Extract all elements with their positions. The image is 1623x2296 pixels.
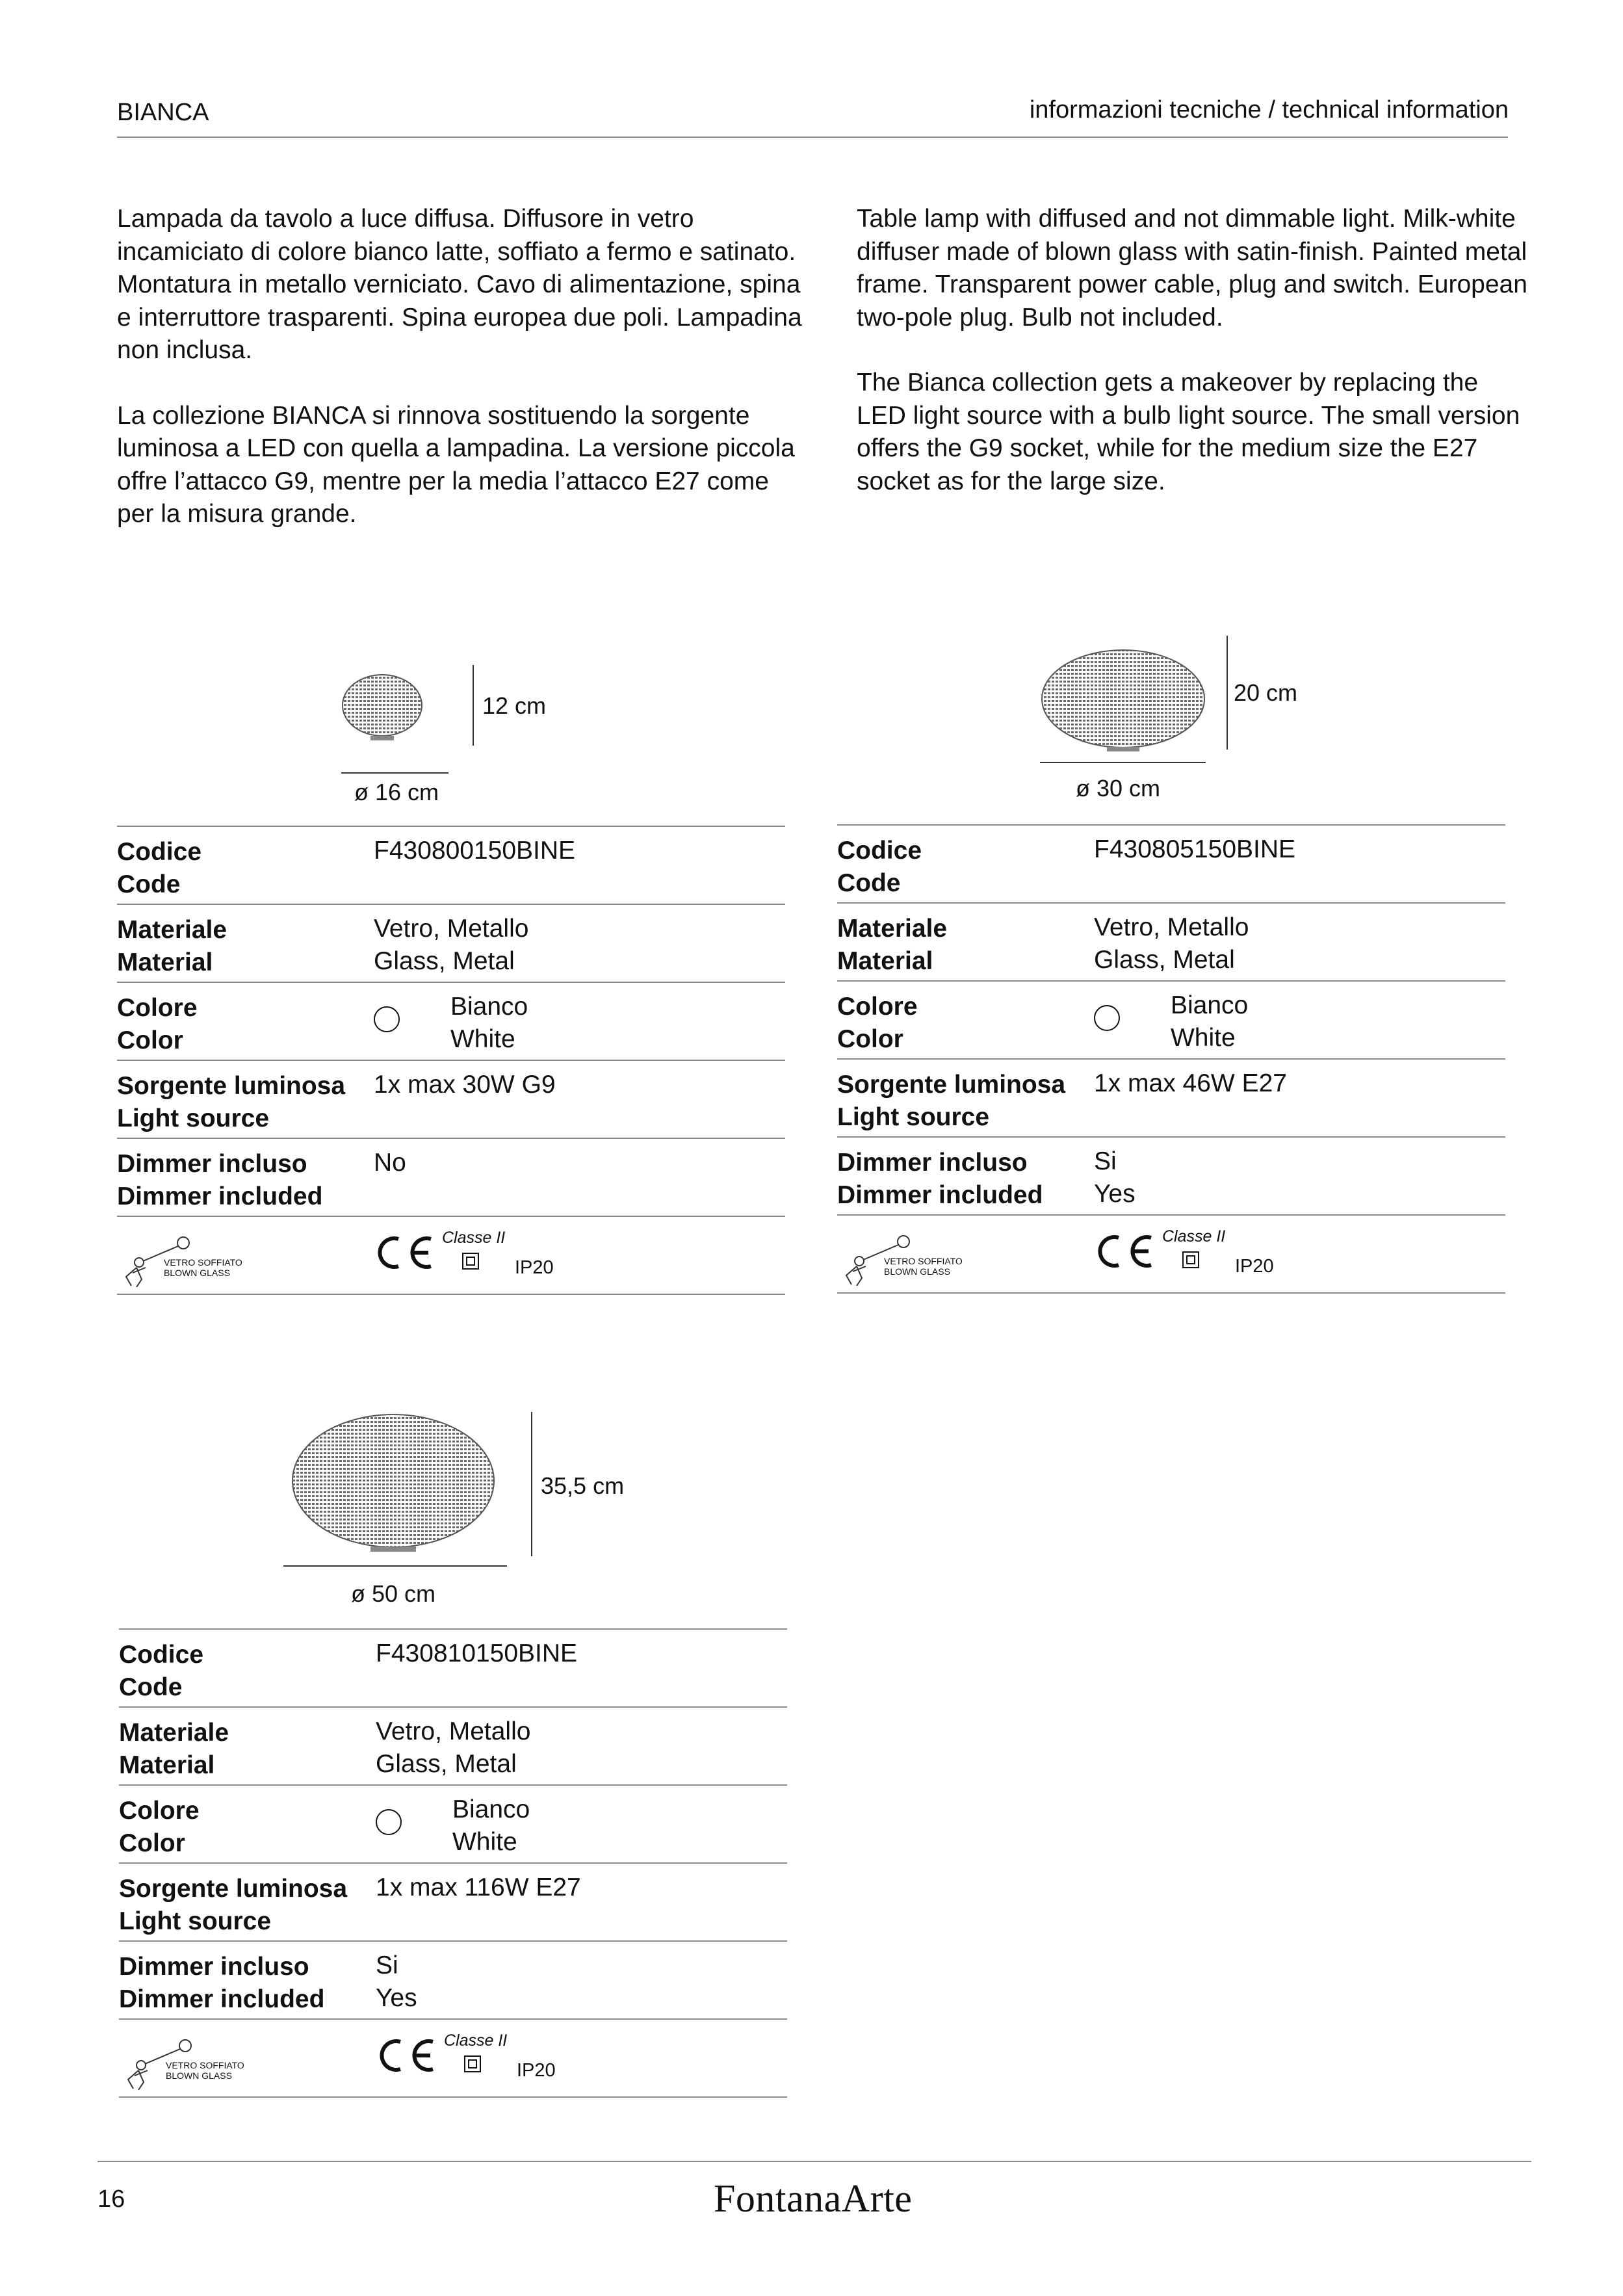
lamp-small-diameter: ø 16 cm [354,779,439,805]
page-number: 16 [97,2185,125,2213]
spec-label: Sorgente luminosa Light source [117,1072,346,1132]
class-ii-icon [461,1252,480,1270]
spec-table-large [119,1628,787,2098]
blown-glass-label: VETRO SOFFIATO BLOWN GLASS [166,2060,244,2081]
lamp-small-base [370,736,394,740]
spec-value-code: F430805150BINE [1094,835,1296,863]
color-swatch [1094,1005,1120,1031]
spec-row-code [837,824,1505,902]
class-label: Classe II [442,1229,506,1247]
spec-value-color: Bianco White [452,1795,530,1856]
spec-row-source [119,1862,787,1940]
spec-value-material: Vetro, Metallo Glass, Metal [1094,913,1249,974]
ce-mark-icon [374,2034,439,2076]
ce-mark-icon [1093,1230,1158,1272]
lamp-medium-base [1107,747,1139,751]
spec-label: Dimmer incluso Dimmer included [837,1149,1043,1209]
brand-logo: FontanaArte [714,2177,913,2220]
spec-label: Colore Color [117,994,198,1054]
lamp-large-height: 35,5 cm [541,1472,625,1499]
spec-value-dimmer: Si Yes [1094,1147,1136,1208]
spec-value-color: Bianco White [1171,991,1249,1052]
header-rule [117,137,1508,138]
class-label: Classe II [1162,1227,1226,1246]
ip-rating: IP20 [515,1257,554,1278]
spec-row-dimmer [837,1136,1505,1214]
spec-row-color [119,1784,787,1862]
class-ii-icon [463,2055,482,2073]
class-label: Classe II [444,2031,508,2050]
description-en-paragraph: Table lamp with diffused and not dimmable light. Milk-white diffuser made of blown glass with satin-finish. Painted metal frame. Transparent power cable, plug and switch. European two-pole plug. Bulb not included. [857,205,1527,332]
blown-glass-label: VETRO SOFFIATO BLOWN GLASS [164,1257,242,1278]
spec-row-code [119,1628,787,1706]
spec-label: Materiale Material [837,915,948,975]
spec-label: Materiale Material [117,916,227,976]
spec-value-material: Vetro, Metallo Glass, Metal [376,1717,531,1778]
description-en [857,203,1533,530]
lamp-large-drawing [279,1405,539,1573]
spec-table-small [117,826,785,1295]
spec-row-certifications [117,1216,785,1295]
spec-label: Sorgente luminosa Light source [119,1875,348,1935]
lamp-medium-globe [1042,650,1204,748]
spec-row-certifications [119,2018,787,2098]
spec-label: Dimmer incluso Dimmer included [119,1953,325,2013]
ip-rating: IP20 [517,2060,556,2081]
spec-label: Sorgente luminosa Light source [837,1071,1066,1131]
lamp-medium-drawing [1027,634,1241,777]
spec-value-material: Vetro, Metallo Glass, Metal [374,915,529,975]
spec-label: Codice Code [837,837,922,897]
spec-value-source: 1x max 46W E27 [1094,1069,1287,1097]
spec-label: Codice Code [117,838,202,898]
spec-value-dimmer: Si Yes [376,1951,417,2012]
description-it-paragraph: La collezione BIANCA si rinnova sostituendo la sorgente luminosa a LED con quella a lampadina. La versione piccola offre l’attacco G9, mentre per la media l’attacco E27 come per la misura grande. [117,401,795,528]
spec-row-dimmer [117,1138,785,1216]
ip-rating: IP20 [1235,1256,1274,1277]
spec-value-source: 1x max 30W G9 [374,1071,556,1099]
spec-row-source [117,1060,785,1138]
spec-row-code [117,826,785,904]
spec-row-material [837,902,1505,980]
footer-rule [97,2161,1531,2162]
lamp-large-globe [292,1415,494,1547]
spec-value-source: 1x max 116W E27 [376,1873,581,1901]
spec-row-dimmer [119,1940,787,2018]
spec-label: Dimmer incluso Dimmer included [117,1150,323,1210]
spec-label: Codice Code [119,1641,204,1701]
spec-row-material [117,904,785,982]
spec-row-color [117,982,785,1060]
spec-label: Colore Color [119,1797,200,1857]
lamp-small-globe [343,675,422,736]
spec-value-code: F430800150BINE [374,837,576,865]
description-it-paragraph: Lampada da tavolo a luce diffusa. Diffusore in vetro incamiciato di colore bianco latte, soffiato a fermo e satinato. Montatura in metallo verniciato. Cavo di alimentazione, spina e interruttore trasparenti. Spina europea due poli. Lampadina non inclusa. [117,205,802,364]
spec-row-material [119,1706,787,1784]
spec-table-medium [837,824,1505,1294]
lamp-large-diameter: ø 50 cm [351,1580,436,1607]
spec-row-certifications [837,1214,1505,1294]
section-title: informazioni tecniche / technical information [1029,96,1509,124]
spec-value-dimmer: No [374,1149,406,1177]
lamp-medium-height: 20 cm [1234,679,1298,706]
spec-label: Materiale Material [119,1719,229,1779]
spec-label: Colore Color [837,993,918,1053]
product-title: BIANCA [117,99,209,126]
class-ii-icon [1182,1251,1200,1269]
lamp-small-drawing [335,653,491,783]
color-swatch [376,1809,402,1835]
spec-row-color [837,980,1505,1058]
ce-mark-icon [372,1231,437,1273]
description-it [117,203,806,564]
spec-row-source [837,1058,1505,1136]
lamp-medium-diameter: ø 30 cm [1076,775,1161,802]
blown-glass-label: VETRO SOFFIATO BLOWN GLASS [884,1256,963,1277]
color-swatch [374,1006,400,1032]
lamp-large-base [370,1546,416,1552]
spec-value-code: F430810150BINE [376,1639,578,1667]
description-en-paragraph: The Bianca collection gets a makeover by replacing the LED light source with a bulb light source. The small version offers the G9 socket, while for the medium size the E27 socket as for the large size. [857,369,1520,495]
spec-value-color: Bianco White [450,993,528,1053]
lamp-small-height: 12 cm [482,692,547,719]
